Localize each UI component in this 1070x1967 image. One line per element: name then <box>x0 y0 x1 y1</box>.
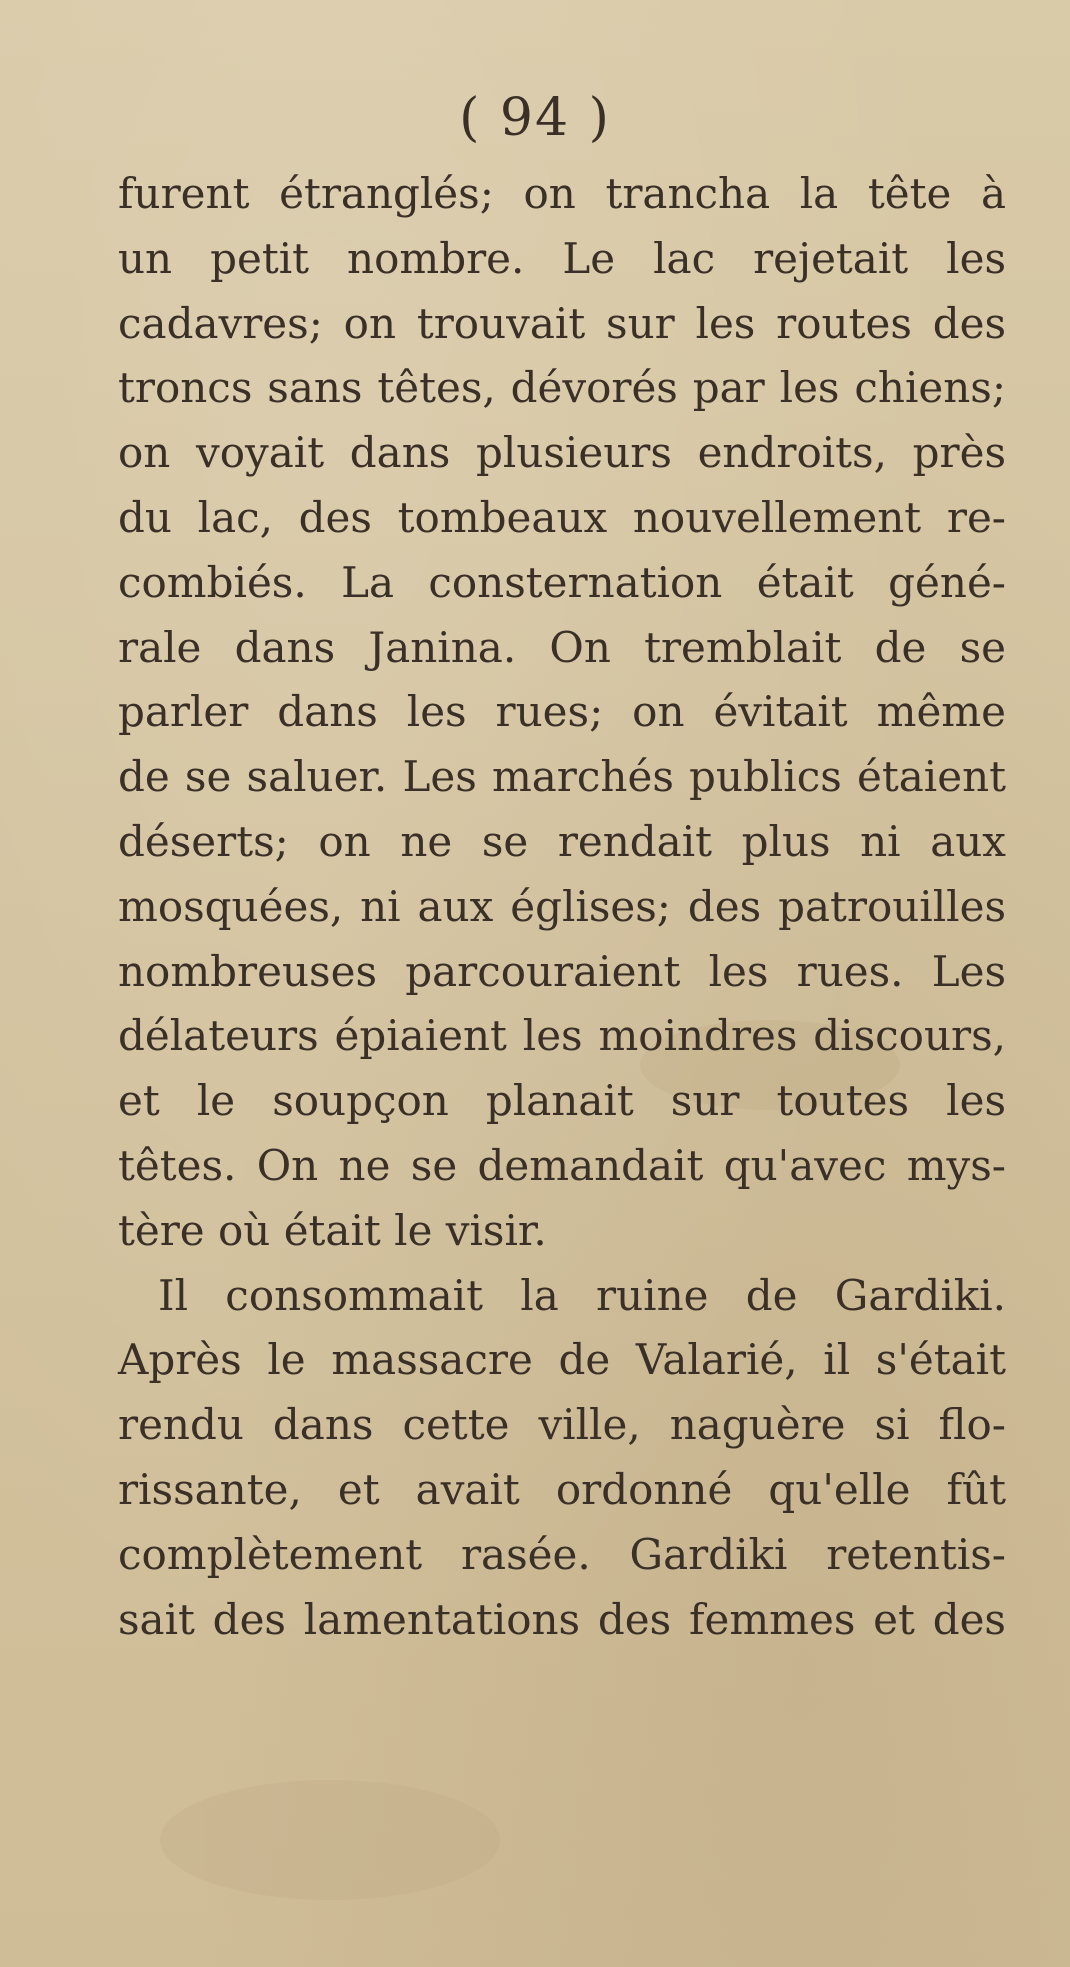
paper-stain <box>160 1780 500 1900</box>
text-line: mosquées, ni aux églises; des patrouilles <box>118 881 1006 931</box>
text-line: du lac, des tombeaux nouvellement re- <box>118 492 1006 542</box>
text-line: troncs sans têtes, dévorés par les chiens; <box>118 363 1006 413</box>
text-line: déserts; on ne se rendait plus ni aux <box>118 816 1006 866</box>
text-line: un petit nombre. Le lac rejetait les <box>118 233 1006 283</box>
paragraph <box>118 162 1006 1264</box>
text-line: sait des lamentations des femmes et des <box>118 1594 1006 1644</box>
text-line: têtes. On ne se demandait qu'avec mys- <box>118 1140 1006 1190</box>
text-line: délateurs épiaient les moindres discours, <box>118 1011 1006 1061</box>
text-line: tère où était le visir. <box>118 1205 547 1255</box>
text-line: rendu dans cette ville, naguère si flo- <box>118 1400 1006 1450</box>
body-text <box>118 162 1006 1652</box>
text-line: complètement rasée. Gardiki retentis- <box>118 1529 1006 1579</box>
text-line: rissante, et avait ordonné qu'elle fût <box>118 1464 1006 1514</box>
text-line: cadavres; on trouvait sur les routes des <box>118 298 1006 348</box>
text-line: parler dans les rues; on évitait même <box>118 687 1006 737</box>
text-line: et le soupçon planait sur toutes les <box>118 1076 1006 1126</box>
text-line: on voyait dans plusieurs endroits, près <box>118 428 1006 478</box>
page-number: ( 94 ) <box>459 88 611 148</box>
text-line: Il consommait la ruine de Gardiki. <box>158 1270 1006 1320</box>
text-line: nombreuses parcouraient les rues. Les <box>118 946 1006 996</box>
paragraph <box>118 1264 1006 1653</box>
text-line: furent étranglés; on trancha la tête à <box>118 169 1006 218</box>
text-line: Après le massacre de Valarié, il s'était <box>118 1335 1006 1385</box>
text-line: combiés. La consternation était géné- <box>118 557 1006 607</box>
text-line: de se saluer. Les marchés publics étaient <box>118 752 1006 802</box>
text-line: rale dans Janina. On tremblait de se <box>118 622 1006 672</box>
